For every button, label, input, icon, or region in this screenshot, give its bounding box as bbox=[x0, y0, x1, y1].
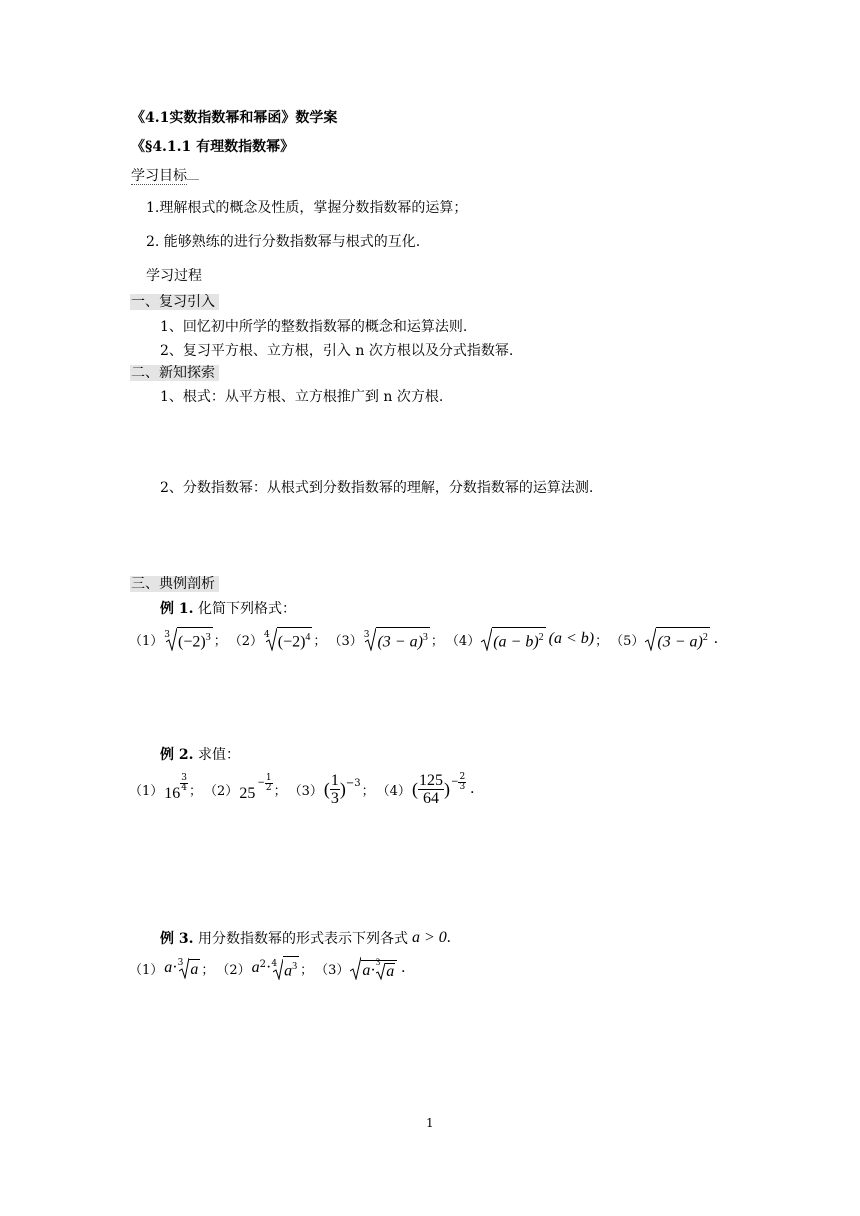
objective-item: 1.理解根式的概念及性质，掌握分数指数幂的运算； bbox=[146, 200, 468, 216]
review-item: 1、回忆初中所学的整数指数幂的概念和运算法则. bbox=[160, 319, 468, 335]
explore-item: 2、分数指数幂：从根式到分数指数幂的理解，分数指数幂的运算法测. bbox=[160, 480, 594, 496]
objective-item: 2. 能够熟练的进行分数指数幂与根式的互化. bbox=[146, 234, 421, 250]
example-3-expressions: （1） a · 3 a ； （2） a $^2$ · 4 $a^3$ ； （3） a · 3 a . bbox=[129, 957, 406, 980]
square-root-expression: $(a - b)^2$ bbox=[481, 627, 545, 651]
condition: (a < b) bbox=[548, 630, 595, 647]
cube-root-expression: 3 $(3 - a)^3$ bbox=[364, 627, 430, 651]
cube-root-expression: 3 $(-2)^3$ bbox=[164, 627, 212, 651]
example-2-heading: 例 2. 求值： bbox=[160, 747, 240, 763]
page-number: 1 bbox=[426, 1116, 434, 1130]
process-heading: 学习过程 bbox=[146, 268, 202, 284]
square-root-expression: $(3 - a)^2$ bbox=[645, 627, 709, 651]
example-2-expressions: （1） 16 3 4 ； （2） 25 − $\frac{1}{2}$ ； （3） ( $\frac{1}{3}$ ) −3 ； （4） ( $\frac{125}{64}$ ) − $\frac{2}{3}$ . bbox=[129, 771, 475, 807]
review-item: 2、复习平方根、立方根，引入 n 次方根以及分式指数幂. bbox=[160, 343, 514, 359]
section-heading-review: 一、复习引入 bbox=[130, 291, 219, 311]
objectives-heading: 学习目标 bbox=[131, 165, 199, 185]
example-1-expressions: （1） 3 $(-2)^3$ ； （2） 4 $(-2)^4$ ； （3） 3 $(3 - a)^3$ ； （4） $(a - b)^2$ (a < b) ； （5） $(3 - a)^2$ . bbox=[128, 624, 718, 654]
example-3-heading: 例 3. 用分数指数幂的形式表示下列各式 a > 0 . bbox=[160, 929, 451, 947]
lesson-title: 《§4.1.1 有理数指数幂》 bbox=[131, 139, 295, 155]
example-1-heading: 例 1. 化简下列格式： bbox=[160, 601, 296, 617]
fourth-root-expression: 4 $(-2)^4$ bbox=[264, 627, 312, 651]
condition: a > 0 bbox=[411, 929, 447, 946]
section-heading-examples: 三、典例剖析 bbox=[130, 573, 219, 593]
document-title: 《4.1实数指数幂和幂函》数学案 bbox=[131, 110, 338, 126]
explore-item: 1、根式：从平方根、立方根推广到 n 次方根. bbox=[160, 389, 444, 405]
section-heading-explore: 二、新知探索 bbox=[130, 362, 219, 382]
